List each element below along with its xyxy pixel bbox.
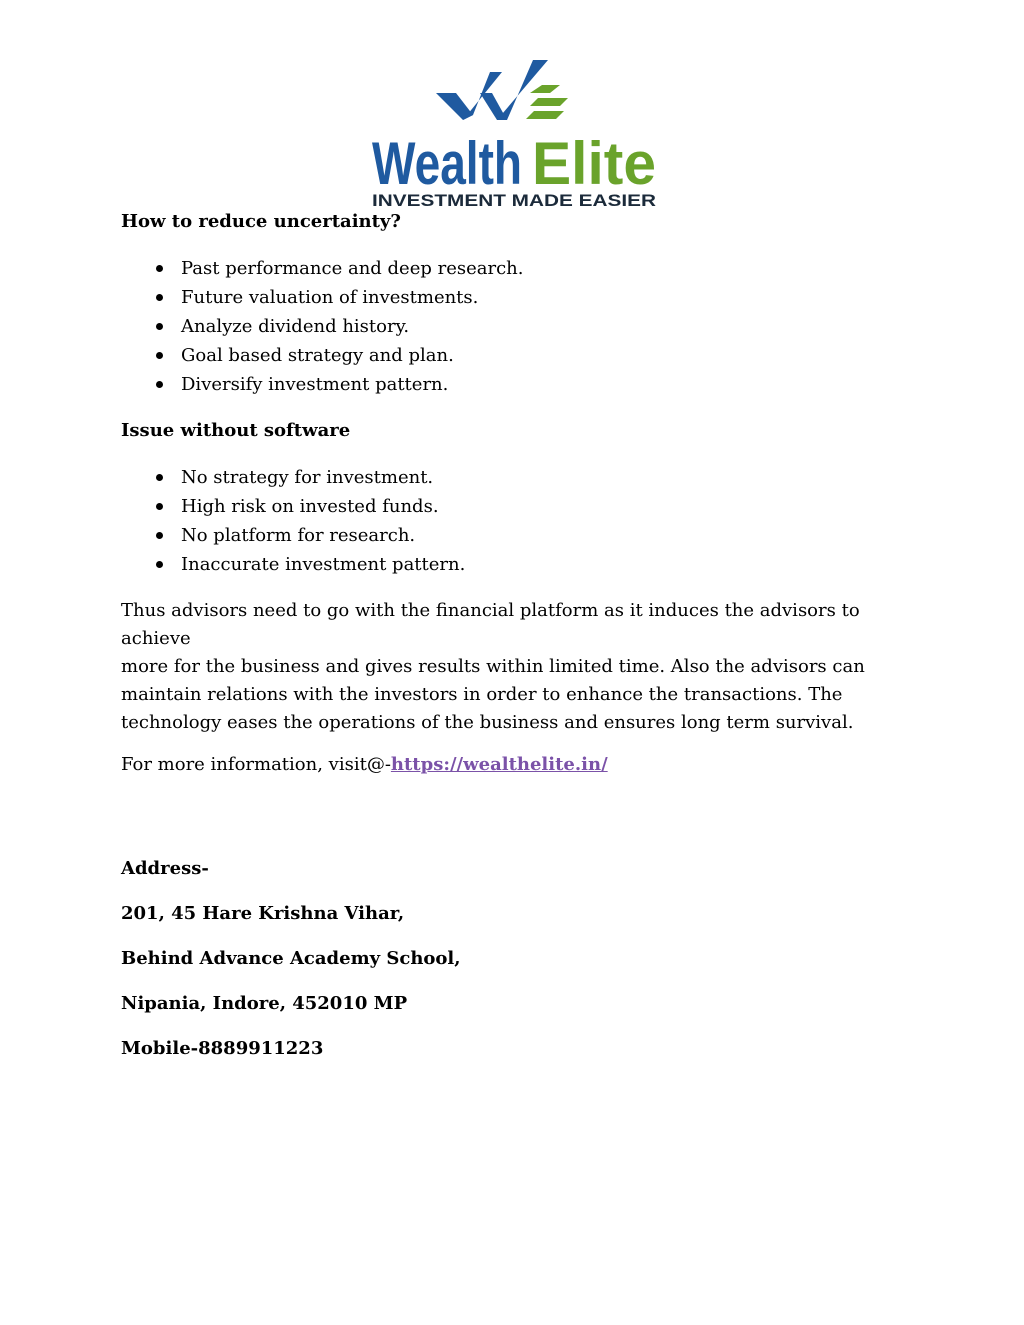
more-info-prefix: For more information, visit@-: [121, 754, 391, 775]
logo-tagline: INVESTMENT MADE EASIER: [372, 191, 656, 208]
list-item: Diversify investment pattern.: [121, 370, 901, 399]
uncertainty-list: [121, 254, 901, 399]
bullet-icon: [156, 474, 163, 481]
bullet-icon: [156, 352, 163, 359]
list-item: No platform for research.: [121, 521, 901, 550]
paragraph-line: maintain relations with the investors in order to enhance the transactions. The: [121, 684, 843, 705]
bullet-icon: [156, 265, 163, 272]
list-item: Future valuation of investments.: [121, 283, 901, 312]
more-info-line: [121, 751, 901, 779]
bullet-icon: [156, 532, 163, 539]
address-line-1: 201, 45 Hare Krishna Vihar,: [121, 903, 405, 924]
list-item: Analyze dividend history.: [121, 312, 901, 341]
address-label: Address-: [121, 858, 209, 879]
body-paragraph: [121, 597, 901, 737]
section-heading-uncertainty: How to reduce uncertainty?: [121, 211, 401, 232]
list-item: Past performance and deep research.: [121, 254, 901, 283]
document-body: [121, 208, 901, 1063]
section-heading-issue: Issue without software: [121, 420, 351, 441]
website-link[interactable]: https://wealthelite.in/: [390, 754, 608, 775]
logo-word-elite: Elite: [532, 130, 656, 197]
issue-list: [121, 463, 901, 579]
bullet-icon: [156, 294, 163, 301]
list-item: No strategy for investment.: [121, 463, 901, 492]
bullet-icon: [156, 561, 163, 568]
list-item: High risk on invested funds.: [121, 492, 901, 521]
spacer: [121, 793, 901, 855]
paragraph-line: technology eases the operations of the business and ensures long term survival.: [121, 712, 854, 733]
list-item: Inaccurate investment pattern.: [121, 550, 901, 579]
bullet-icon: [156, 323, 163, 330]
paragraph-line: Thus advisors need to go with the financial platform as it induces the advisors to achieve: [121, 600, 860, 649]
mobile-number: Mobile-8889911223: [121, 1038, 324, 1059]
bullet-icon: [156, 381, 163, 388]
paragraph-line: more for the business and gives results within limited time. Also the advisors can: [121, 656, 865, 677]
wealth-elite-logo: [370, 60, 660, 208]
address-line-2: Behind Advance Academy School,: [121, 948, 461, 969]
list-item: Goal based strategy and plan.: [121, 341, 901, 370]
bullet-icon: [156, 503, 163, 510]
logo-mark-icon: [370, 60, 660, 208]
logo-word-wealth: Wealth: [372, 130, 522, 197]
address-line-3: Nipania, Indore, 452010 MP: [121, 993, 408, 1014]
